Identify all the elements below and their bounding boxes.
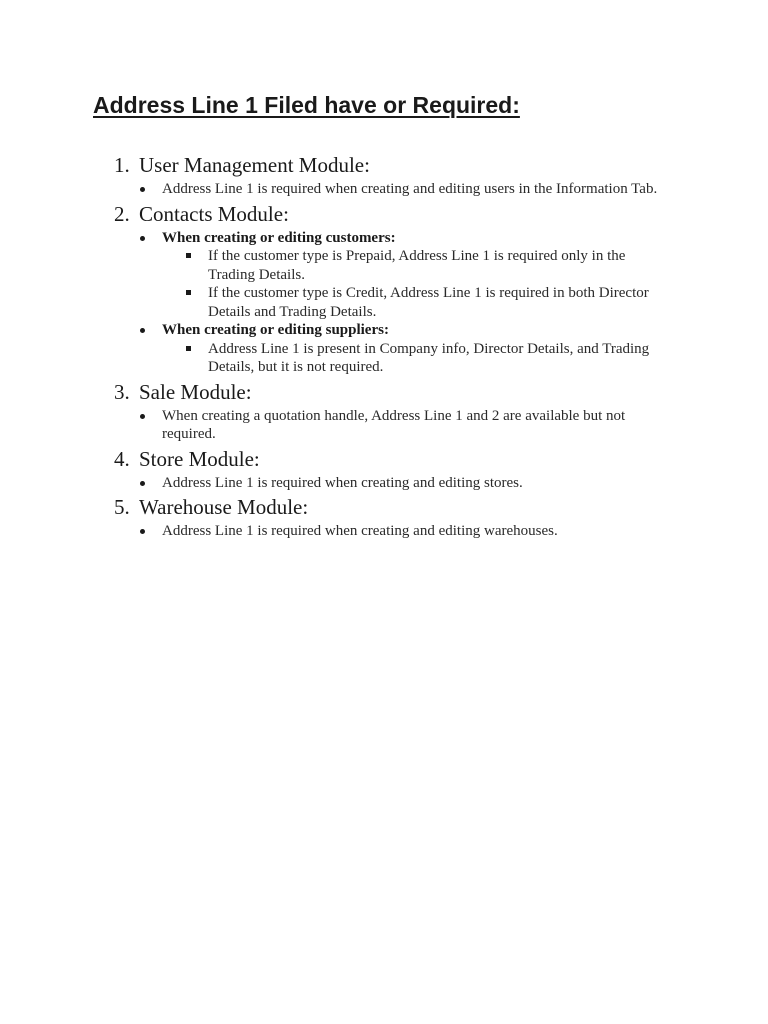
module-section [114,492,674,541]
bullet-dot-icon [140,414,145,419]
bullet-dot-icon [140,187,145,192]
bullet-item [114,180,674,199]
bullet-list [114,474,674,493]
module-list [114,150,674,541]
module-title: User Management Module: [139,153,370,177]
sub-bullet-text: Address Line 1 is present in Company info, Director Details, and Trading Details, but it is not required. [208,340,650,375]
module-heading [114,150,674,180]
sub-bullet-item [114,284,674,321]
sub-bullet-text: If the customer type is Credit, Address Line 1 is required in both Director Details and Trading Details. [208,285,649,320]
module-section [114,150,674,199]
module-number: 2. [114,201,130,226]
sub-bullet-item [114,247,674,284]
square-bullet-icon [186,290,191,295]
bullet-item [114,321,674,340]
bullet-item [114,229,674,248]
module-heading [114,492,674,522]
sub-bullet-item [114,340,674,377]
module-section [114,444,674,493]
sub-bullet-list [114,340,674,377]
module-number: 1. [114,153,130,177]
module-title: Store Module: [139,446,260,471]
bullet-text: Address Line 1 is required when creating and editing stores. [162,474,523,491]
bullet-list [114,407,674,444]
sub-bullet-text: If the customer type is Prepaid, Address Line 1 is required only in the Trading Details. [208,248,626,283]
bullet-text: When creating or editing customers: [162,229,396,246]
module-number: 5. [114,495,130,519]
sub-bullet-list [114,247,674,321]
bullet-dot-icon [140,481,145,486]
module-number: 3. [114,379,130,404]
square-bullet-icon [186,346,191,351]
bullet-dot-icon [140,328,145,333]
module-heading [114,199,674,229]
bullet-text: Address Line 1 is required when creating and editing warehouses. [162,523,558,539]
bullet-item [114,407,674,444]
module-title: Contacts Module: [139,201,289,226]
bullet-list [114,522,674,541]
module-title: Sale Module: [139,379,252,404]
module-heading [114,444,674,474]
module-section [114,377,674,444]
module-heading [114,377,674,407]
bullet-item [114,522,674,541]
square-bullet-icon [186,253,191,258]
module-title: Warehouse Module: [139,495,309,519]
bullet-list [114,180,674,199]
bullet-text: Address Line 1 is required when creating and editing users in the Information Tab. [162,181,658,197]
bullet-text: When creating a quotation handle, Address Line 1 and 2 are available but not required. [162,407,626,442]
module-section [114,199,674,377]
bullet-dot-icon [140,529,145,534]
bullet-dot-icon [140,236,145,241]
bullet-text: When creating or editing suppliers: [162,322,389,338]
module-number: 4. [114,446,130,471]
document-title: Address Line 1 Filed have or Required: [93,92,520,118]
bullet-list [114,229,674,377]
bullet-item [114,474,674,493]
